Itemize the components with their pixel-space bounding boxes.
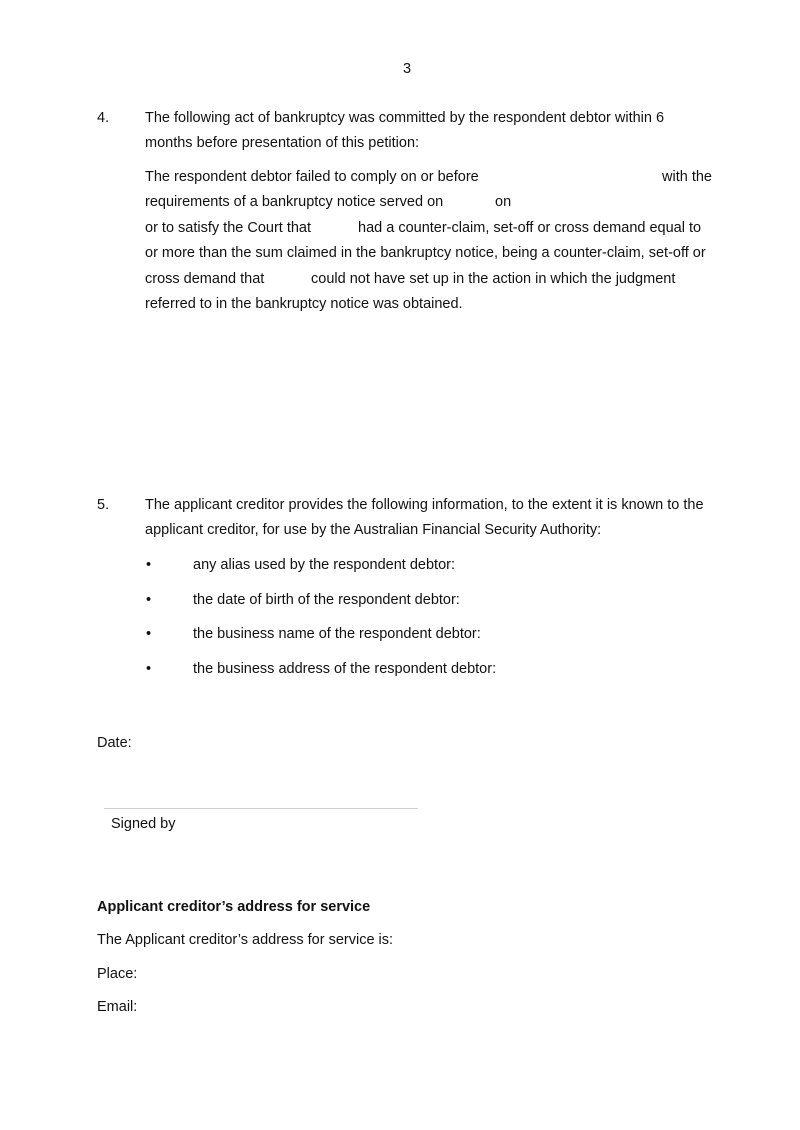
page-number: 3 bbox=[403, 61, 412, 77]
email-label: Email: bbox=[97, 999, 138, 1015]
paragraph-4-body-line-5b: could not have set up in the action in which the judgment bbox=[311, 271, 676, 287]
bullet-icon: • bbox=[146, 661, 152, 677]
address-for-service-heading: Applicant creditor’s address for service bbox=[97, 899, 371, 915]
paragraph-4-body-line-2a: requirements of a bankruptcy notice served on bbox=[145, 194, 444, 210]
paragraph-4-body-line-2b: on bbox=[495, 194, 512, 210]
bullet-icon: • bbox=[146, 626, 152, 642]
paragraph-4-intro-line-2: months before presentation of this petition: bbox=[145, 135, 420, 151]
paragraph-4-body-line-4: or more than the sum claimed in the bankruptcy notice, being a counter-claim, set-off or bbox=[145, 245, 706, 261]
paragraph-4-body-line-5a: cross demand that bbox=[145, 271, 265, 287]
paragraph-4-body-line-3a: or to satisfy the Court that bbox=[145, 220, 312, 236]
address-for-service-intro: The Applicant creditor’s address for service is: bbox=[97, 932, 394, 948]
signed-by-label: Signed by bbox=[111, 816, 176, 832]
bullet-item-alias: any alias used by the respondent debtor: bbox=[193, 557, 455, 573]
place-label: Place: bbox=[97, 966, 138, 982]
paragraph-5-intro-line-1: The applicant creditor provides the following information, to the extent it is known to the bbox=[145, 497, 704, 513]
bullet-icon: • bbox=[146, 557, 152, 573]
paragraph-4-body-line-1a: The respondent debtor failed to comply on or before bbox=[145, 169, 479, 185]
bullet-icon: • bbox=[146, 592, 152, 608]
date-label: Date: bbox=[97, 735, 132, 751]
paragraph-5-number: 5. bbox=[97, 497, 110, 513]
paragraph-4-body-line-3b: had a counter-claim, set-off or cross demand equal to bbox=[358, 220, 702, 236]
paragraph-4-number: 4. bbox=[97, 110, 110, 126]
paragraph-4-intro-line-1: The following act of bankruptcy was committed by the respondent debtor within 6 bbox=[145, 110, 665, 126]
paragraph-4-body-line-6: referred to in the bankruptcy notice was obtained. bbox=[145, 296, 463, 312]
signature-line bbox=[104, 808, 418, 809]
bullet-item-business-name: the business name of the respondent debtor: bbox=[193, 626, 481, 642]
paragraph-4-body-line-1b: with the bbox=[662, 169, 712, 185]
bullet-item-date-of-birth: the date of birth of the respondent debtor: bbox=[193, 592, 460, 608]
bullet-item-business-address: the business address of the respondent debtor: bbox=[193, 661, 497, 677]
paragraph-5-intro-line-2: applicant creditor, for use by the Australian Financial Security Authority: bbox=[145, 522, 602, 538]
